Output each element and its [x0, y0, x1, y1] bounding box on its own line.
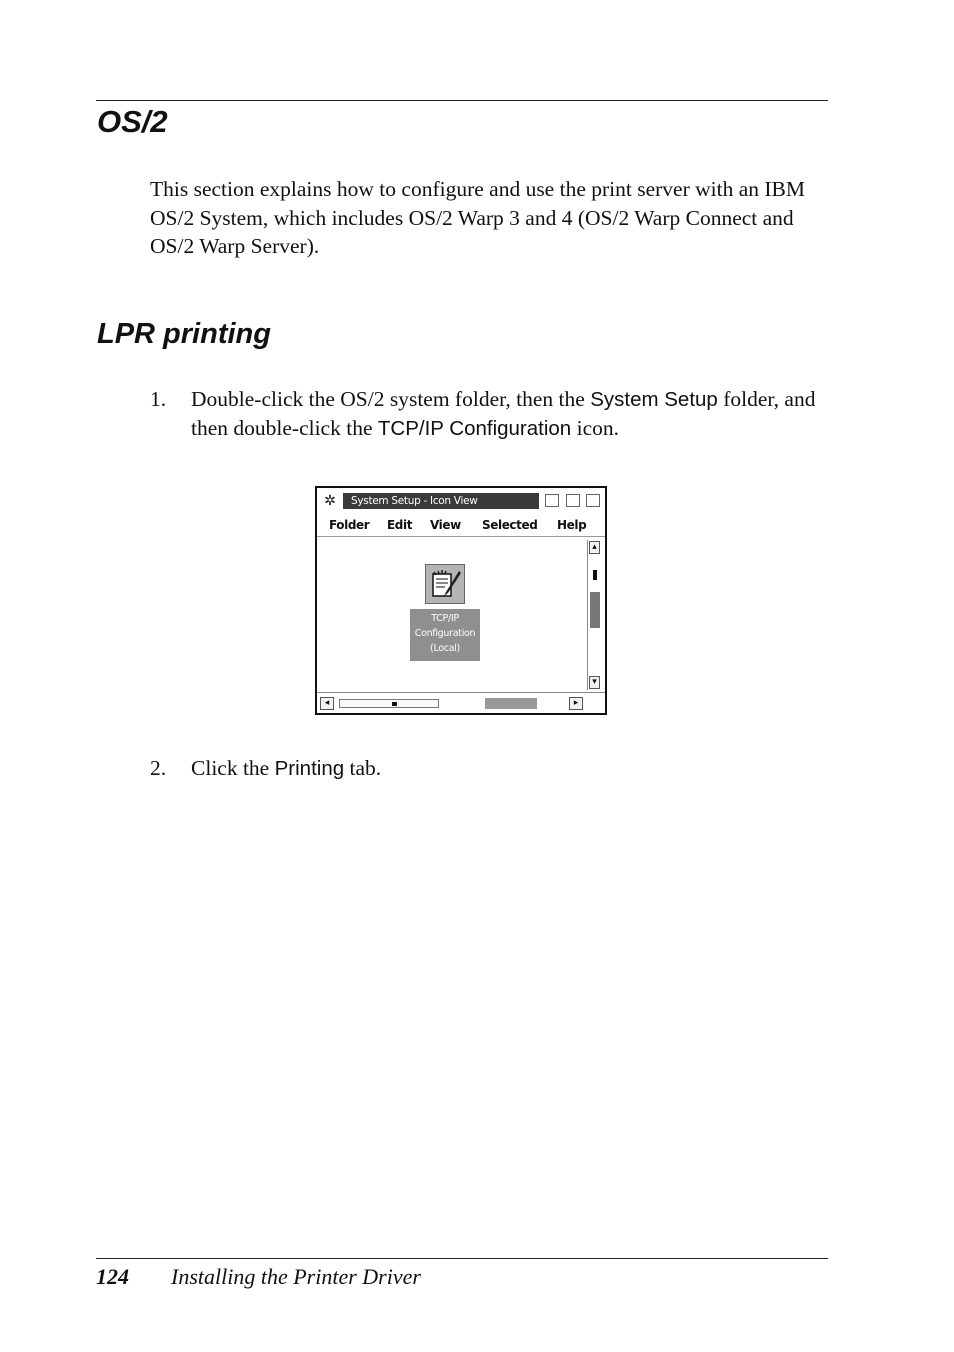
horizontal-scroll-track[interactable] — [339, 699, 439, 708]
footer-rule — [96, 1258, 828, 1259]
step-text — [191, 385, 840, 443]
icon-label-line: Configuration — [414, 628, 476, 639]
step-text-part: Click the — [191, 756, 275, 780]
window-title: System Setup - Icon View — [343, 493, 539, 509]
window-titlebar — [317, 488, 605, 514]
scroll-position-marker — [392, 702, 397, 706]
tcpip-configuration-label[interactable] — [410, 609, 480, 661]
step-text-part: Double-click the OS/2 system folder, then the — [191, 387, 591, 411]
notebook-pen-icon — [426, 565, 464, 603]
top-rule — [96, 100, 828, 101]
menu-edit[interactable]: Edit — [387, 518, 413, 532]
step-number: 2. — [150, 756, 167, 780]
horizontal-scrollbar[interactable] — [317, 692, 605, 714]
system-setup-window — [315, 486, 607, 715]
intro-paragraph: This section explains how to configure and use the print server with an IBM OS/2 System, which includes OS/2 Warp 3 and 4 (OS/2 Warp Connect and OS/2 Warp Server). — [150, 177, 806, 259]
step-2 — [150, 754, 840, 783]
step-text-part: icon. — [571, 416, 619, 440]
scroll-up-icon[interactable]: ▴ — [589, 541, 600, 554]
step-text-part: folder, and then double-click the — [191, 387, 816, 440]
step-text — [191, 754, 840, 783]
ui-term-system-setup: System Setup — [590, 388, 718, 411]
menu-folder[interactable]: Folder — [329, 518, 370, 532]
menu-help[interactable]: Help — [557, 518, 587, 532]
horizontal-scroll-thumb[interactable] — [485, 698, 537, 709]
minimize-button[interactable] — [545, 494, 559, 507]
menu-selected[interactable]: Selected — [482, 518, 538, 532]
page-footer — [96, 1262, 421, 1292]
ui-term-tcpip-configuration: TCP/IP Configuration — [377, 417, 572, 440]
scroll-right-icon[interactable]: ▸ — [569, 697, 583, 710]
vertical-scrollbar[interactable] — [587, 540, 602, 690]
step-number: 1. — [150, 387, 167, 411]
scroll-position-marker — [593, 570, 597, 580]
ui-term-printing: Printing — [274, 757, 345, 780]
maximize-button[interactable] — [586, 494, 600, 507]
chapter-title: Installing the Printer Driver — [171, 1264, 421, 1289]
menu-view[interactable]: View — [430, 518, 461, 532]
vertical-scroll-thumb[interactable] — [590, 592, 600, 628]
tcpip-configuration-icon[interactable] — [425, 564, 465, 604]
hide-button[interactable] — [566, 494, 580, 507]
scroll-left-icon[interactable]: ◂ — [320, 697, 334, 710]
page-number: 124 — [96, 1264, 129, 1289]
menu-bar — [317, 514, 605, 537]
section-heading: OS/2 — [97, 104, 168, 139]
icon-label-line: TCP/IP — [431, 613, 459, 624]
scroll-down-icon[interactable]: ▾ — [589, 676, 600, 689]
step-text-part: tab. — [344, 756, 382, 780]
step-1 — [150, 385, 840, 443]
subsection-heading: LPR printing — [97, 318, 271, 350]
icon-label-line: (Local) — [430, 643, 460, 654]
system-menu-icon[interactable]: ✲ — [324, 493, 336, 509]
